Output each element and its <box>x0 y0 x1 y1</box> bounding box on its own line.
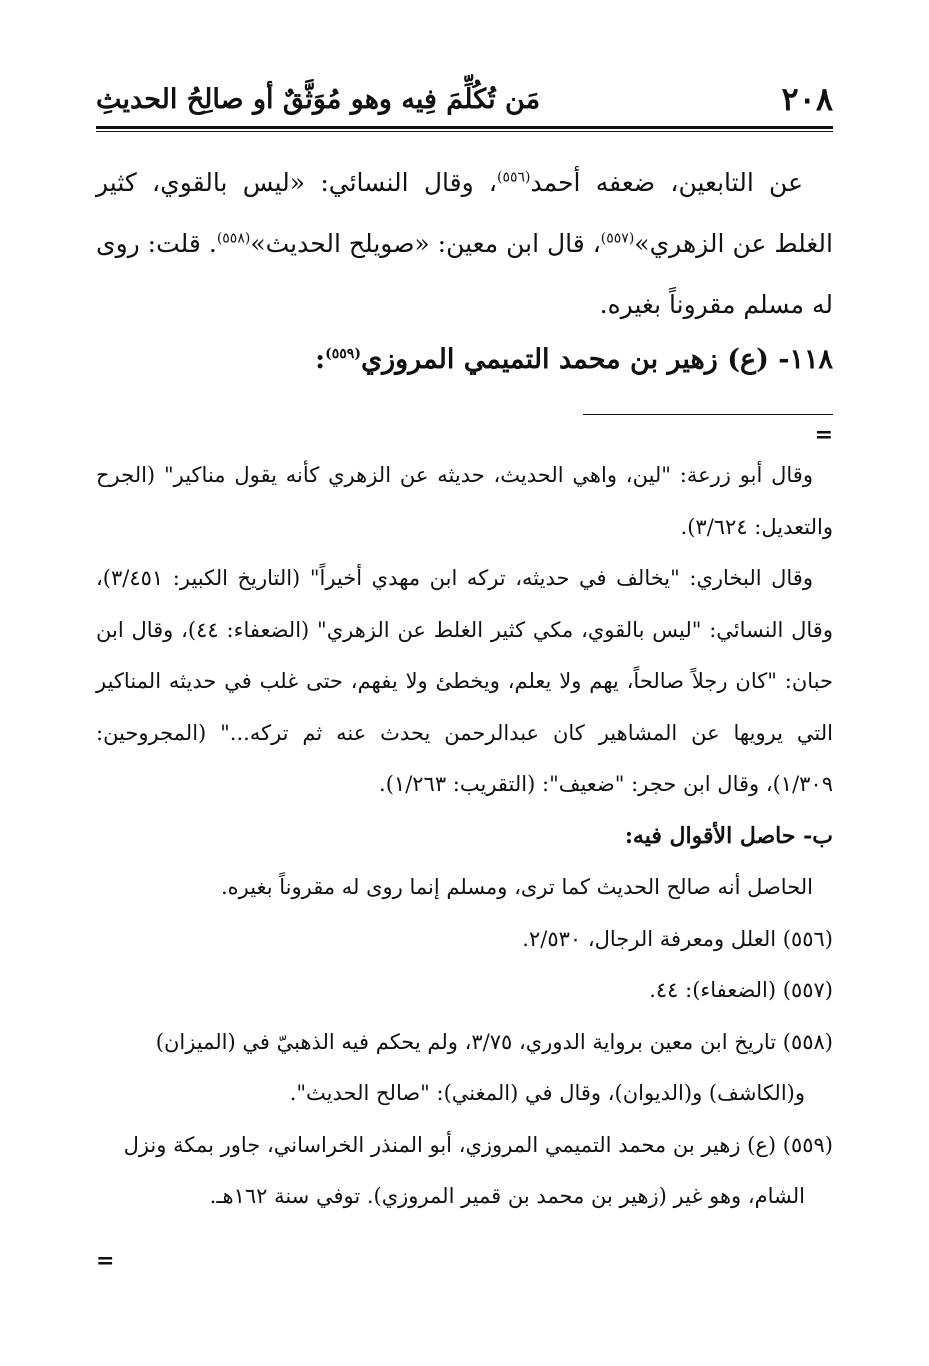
main-text-segment: عن التابعين، ضعفه أحمد <box>530 168 803 197</box>
continuation-mark-bottom: = <box>96 1248 115 1274</box>
footnote-559-line1: (٥٥٩) (ع) زهير بن محمد التميمي المروزي، أبو المنذر الخراساني، جاور بمكة ونزل <box>123 1132 833 1157</box>
entry-colon: : <box>315 344 326 375</box>
running-title: مَن تُكُلِّمَ فِيه وهو مُوَثَّقٌ أو صالِحُ الحديثِ <box>96 83 541 115</box>
page-number: ٢٠٨ <box>781 80 833 118</box>
footnote-558-line2: و(الكاشف) و(الديوان)، وقال في (المغني): "صالح الحديث". <box>289 1081 805 1105</box>
page-header <box>96 74 833 124</box>
main-text-segment: . قلت: روى له مسلم مقروناً بغيره. <box>96 229 833 319</box>
header-rule <box>96 126 833 132</box>
footnote-ref-558[interactable]: (٥٥٨) <box>216 230 251 247</box>
footnote-559-line2: الشام، وهو غير (زهير بن محمد بن قمير المروزي). توفي سنة ١٦٢هـ. <box>209 1184 805 1208</box>
main-text-segment: ، وقال النسائي: «ليس بالقوي، كثير الغلط عن الزهري» <box>96 168 833 258</box>
note-bukhari: وقال البخاري: "يخالف في حديثه، تركه ابن مهدي أخيراً" (التاريخ الكبير: ٣/٤٥١)، وقال النسائي: "ليس بالقوي، مكي كثير الغلط عن الزهري" (الضعفاء: ٤٤)، وقال ابن حبان: "كان رجلاً صالحاً، يهم ولا يعلم، ويخطئ ولا يفهم، حتى غلب في حديثه المناكير التي يرويها عن المشاهير كان عبدالرحمن يحدث عنه ثم تركه..." (المجروحين: ١/٣٠٩)، وقال ابن حجر: "ضعيف": (التقريب: ١/٢٦٣). <box>96 566 833 796</box>
entry-title: ١١٨- (ع) زهير بن محمد التميمي المروزي <box>360 344 833 375</box>
summary-text: الحاصل أنه صالح الحديث كما ترى، ومسلم إنما روى له مقروناً بغيره. <box>221 875 813 899</box>
continuation-mark-top: = <box>814 422 833 448</box>
footnote-ref-557[interactable]: (٥٥٧) <box>600 230 635 247</box>
footnote-558-line1: (٥٥٨) تاريخ ابن معين برواية الدوري، ٣/٧٥، ولم يحكم فيه الذهبيّ في (الميزان) <box>155 1029 833 1054</box>
footnote-557: (٥٥٧) (الضعفاء): ٤٤. <box>649 978 833 1002</box>
footnote-ref-556[interactable]: (٥٥٦) <box>497 169 531 186</box>
main-text <box>96 152 833 335</box>
footnote-ref-559[interactable]: (٥٥٩) <box>325 346 361 362</box>
footnote-separator <box>583 414 833 415</box>
footnotes <box>96 450 833 1223</box>
entry-heading <box>96 330 833 390</box>
main-text-segment: ، قال ابن معين: «صويلح الحديث» <box>250 229 601 258</box>
main-paragraph <box>96 152 833 335</box>
note-abu-zura: وقال أبو زرعة: "لين، واهي الحديث، حديثه عن الزهري كأنه يقول مناكير" (الجرح والتعديل: ٣/٦٢٤). <box>96 463 833 539</box>
footnote-556: (٥٥٦) العلل ومعرفة الرجال، ٢/٥٣٠. <box>522 926 833 951</box>
section-subheading: ب- حاصل الأقوال فيه: <box>624 822 833 849</box>
